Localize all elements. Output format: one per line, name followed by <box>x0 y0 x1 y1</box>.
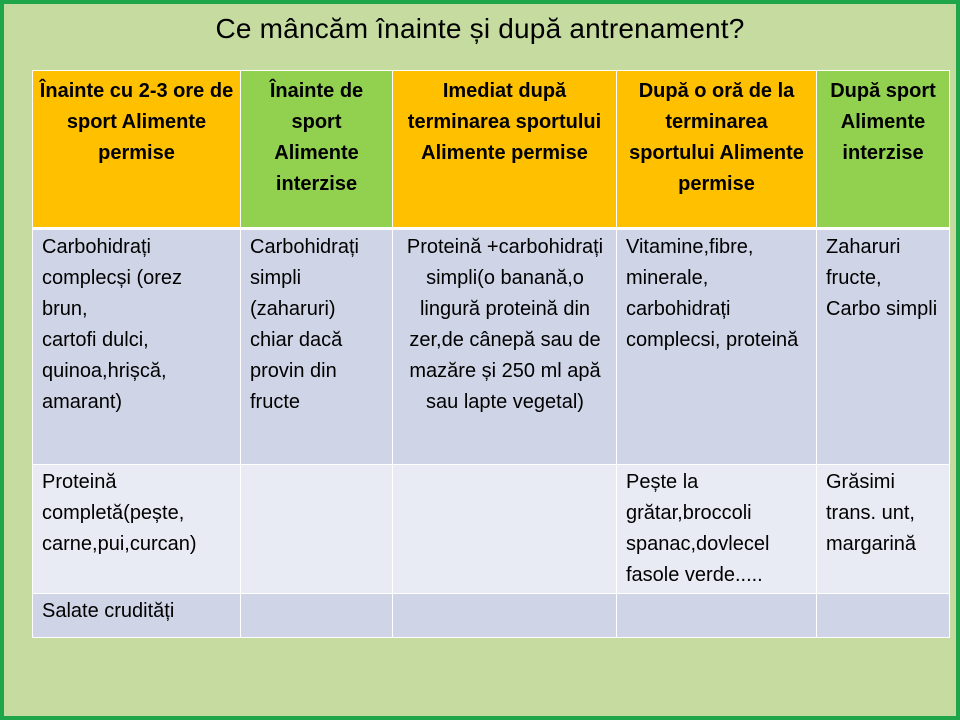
table-row <box>33 229 950 465</box>
table-cell: Vitamine,fibre, minerale, carbohidrați complecsi, proteină <box>617 229 817 465</box>
table-cell: Carbohidrați simpli (zaharuri) chiar dacă provin din fructe <box>241 229 393 465</box>
slide-title: Ce mâncăm înainte și după antrenament? <box>215 13 745 44</box>
table-cell: Grăsimi trans. unt, margarină <box>817 465 950 594</box>
table-cell: Pește la grătar,broccoli spanac,dovlecel fasole verde..... <box>617 465 817 594</box>
header-after-forbidden: După sport Alimente interzise <box>817 71 950 229</box>
header-before-forbidden: Înainte de sport Alimente interzise <box>241 71 393 229</box>
table-cell: Proteină completă(pește, carne,pui,curcan) <box>33 465 241 594</box>
table-cell <box>393 465 617 594</box>
table-cell: Proteină +carbohidrați simpli(o banană,o lingură proteină din zer,de cânepă sau de mazăre și 250 ml apă sau lapte vegetal) <box>393 229 617 465</box>
food-table <box>32 70 950 638</box>
header-row <box>33 71 950 229</box>
table-cell <box>241 465 393 594</box>
header-immediately-after-allowed: Imediat după terminarea sportului Alimente permise <box>393 71 617 229</box>
table-cell <box>817 594 950 638</box>
table-cell <box>393 594 617 638</box>
header-one-hour-after-allowed: După o oră de la terminarea sportului Alimente permise <box>617 71 817 229</box>
table-row <box>33 594 950 638</box>
table-cell <box>617 594 817 638</box>
table-cell <box>241 594 393 638</box>
table-cell: Carbohidrați complecși (orez brun, cartofi dulci, quinoa,hrișcă, amarant) <box>33 229 241 465</box>
header-before-2-3h-allowed: Înainte cu 2-3 ore de sport Alimente permise <box>33 71 241 229</box>
table-cell: Zaharuri fructe, Carbo simpli <box>817 229 950 465</box>
table-cell: Salate crudități <box>33 594 241 638</box>
table-row <box>33 465 950 594</box>
